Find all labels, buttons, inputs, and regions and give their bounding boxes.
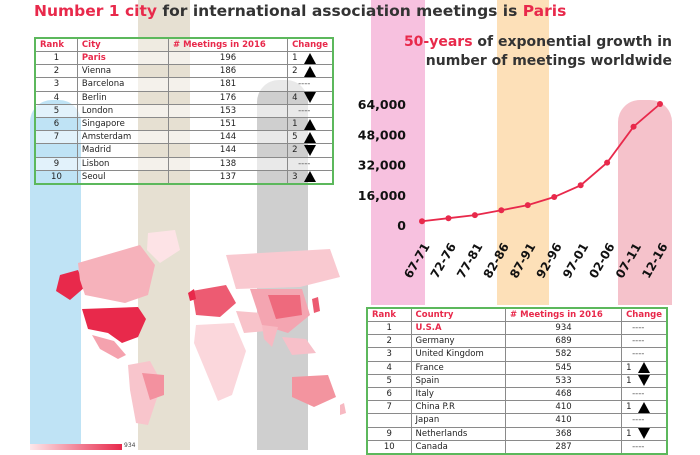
country-rank: 2 <box>367 335 411 348</box>
country-meetings: 468 <box>506 387 622 400</box>
city-rank: 6 <box>35 117 77 130</box>
map-countries <box>56 230 346 425</box>
no-change-dash: ---- <box>632 415 645 426</box>
x-tick-label: 72-76 <box>427 240 460 281</box>
country-header-rank: Rank <box>367 308 411 322</box>
city-name: Barcelona <box>77 78 168 91</box>
country-name: U.S.A <box>411 322 506 335</box>
country-meetings: 287 <box>506 440 622 454</box>
data-point <box>551 194 557 200</box>
no-change-dash: ---- <box>298 158 311 169</box>
city-meetings: 144 <box>168 131 287 144</box>
x-tick-label: 67-71 <box>401 240 433 281</box>
world-map <box>30 225 350 440</box>
city-meetings: 181 <box>168 78 287 91</box>
country-rank: 4 <box>367 361 411 374</box>
x-tick-label: 97-01 <box>559 240 592 281</box>
no-change-dash: ---- <box>298 105 311 116</box>
city-meetings: 186 <box>168 65 287 78</box>
map-legend-max-label: 934 <box>124 442 136 449</box>
country-name: United Kingdom <box>411 348 506 361</box>
country-meetings: 533 <box>506 374 622 387</box>
country-meetings: 689 <box>506 335 622 348</box>
change-amount: 3 <box>292 171 298 182</box>
change-amount: 1 <box>626 428 632 439</box>
city-name: London <box>77 104 168 117</box>
map-australia <box>292 375 336 407</box>
city-name: Paris <box>77 52 168 65</box>
country-meetings: 582 <box>506 348 622 361</box>
data-point <box>472 212 478 218</box>
data-point <box>631 124 637 130</box>
map-legend-gradient <box>30 444 122 450</box>
change-amount: 4 <box>292 92 298 103</box>
country-header-meetings: # Meetings in 2016 <box>506 308 622 322</box>
city-rank: 4 <box>35 91 77 104</box>
change-amount: 1 <box>626 375 632 386</box>
change-amount: 2 <box>292 66 298 77</box>
headline-highlight: Number 1 city <box>34 2 158 20</box>
y-tick-label: 0 <box>397 218 406 233</box>
country-meetings: 368 <box>506 427 622 440</box>
y-tick-label: 48,000 <box>357 127 406 143</box>
data-point <box>419 218 425 224</box>
city-rank: 3 <box>35 78 77 91</box>
y-tick-label: 16,000 <box>357 187 406 203</box>
country-name: Spain <box>411 374 506 387</box>
x-tick-label: 02-06 <box>586 240 618 281</box>
chart-title-rest: of exponential growth in <box>472 34 672 50</box>
x-tick-label: 82-86 <box>480 240 512 281</box>
no-change-dash: ---- <box>632 441 645 452</box>
y-tick-label: 32,000 <box>357 157 406 173</box>
city-rank: 1 <box>35 52 77 65</box>
country-name: Netherlands <box>411 427 506 440</box>
headline-middle: for international association meetings is <box>157 2 523 20</box>
data-point <box>657 101 663 107</box>
country-name: Germany <box>411 335 506 348</box>
country-name: Japan <box>411 414 506 427</box>
city-header-city: City <box>77 38 168 52</box>
headline-city: Paris <box>522 2 567 20</box>
city-meetings: 176 <box>168 91 287 104</box>
data-point <box>525 202 531 208</box>
country-name: China P.R <box>411 401 506 414</box>
city-meetings: 151 <box>168 117 287 130</box>
chart-title-line2: number of meetings worldwide <box>425 53 672 69</box>
city-name: Singapore <box>77 117 168 130</box>
data-point <box>445 215 451 221</box>
country-rank: 7 <box>367 401 411 414</box>
city-meetings: 144 <box>168 144 287 157</box>
x-tick-label: 77-81 <box>454 240 486 281</box>
map-new-zealand <box>340 403 346 415</box>
city-name: Berlin <box>77 91 168 104</box>
change-amount: 2 <box>292 145 298 156</box>
map-india <box>262 325 278 347</box>
city-meetings: 138 <box>168 157 287 170</box>
city-rank: 5 <box>35 104 77 117</box>
map-greenland <box>147 230 180 263</box>
series-line <box>422 104 660 221</box>
city-header-meetings: # Meetings in 2016 <box>168 38 287 52</box>
country-rank: 3 <box>367 348 411 361</box>
y-tick-label: 64,000 <box>357 97 406 112</box>
no-change-dash: ---- <box>632 336 645 347</box>
city-meetings: 153 <box>168 104 287 117</box>
country-name: Canada <box>411 440 506 454</box>
data-point <box>604 160 610 166</box>
no-change-dash: ---- <box>298 79 311 90</box>
country-meetings: 410 <box>506 414 622 427</box>
x-tick-label: 07-11 <box>612 240 645 281</box>
country-meetings: 545 <box>506 361 622 374</box>
change-amount: 1 <box>626 362 632 373</box>
map-russia <box>226 249 340 289</box>
no-change-dash: ---- <box>632 323 645 334</box>
city-meetings: 137 <box>168 170 287 184</box>
map-europe <box>192 285 236 317</box>
change-amount: 1 <box>292 119 298 130</box>
map-southeast-asia <box>282 337 316 355</box>
country-rank: 9 <box>367 427 411 440</box>
city-name: Lisbon <box>77 157 168 170</box>
no-change-dash: ---- <box>632 349 645 360</box>
city-name: Seoul <box>77 170 168 184</box>
city-rank: 9 <box>35 157 77 170</box>
map-africa <box>194 323 246 401</box>
x-tick-label: 12-16 <box>639 240 671 281</box>
country-header-change: Change <box>622 308 667 322</box>
country-name: France <box>411 361 506 374</box>
data-point <box>498 207 504 213</box>
city-header-change: Change <box>288 38 333 52</box>
city-name: Madrid <box>77 144 168 157</box>
x-tick-label: 87-91 <box>507 240 539 281</box>
city-rank: 10 <box>35 170 77 184</box>
country-name: Italy <box>411 387 506 400</box>
x-tick-label: 92-96 <box>533 240 565 281</box>
change-amount: 1 <box>626 402 632 413</box>
country-rank: 10 <box>367 440 411 454</box>
map-japan <box>312 297 320 313</box>
no-change-dash: ---- <box>632 389 645 400</box>
map-usa <box>82 307 146 343</box>
country-meetings: 410 <box>506 401 622 414</box>
country-rank: 1 <box>367 322 411 335</box>
change-amount: 5 <box>292 132 298 143</box>
map-canada <box>78 245 155 303</box>
country-rank: 6 <box>367 387 411 400</box>
country-rank: 5 <box>367 374 411 387</box>
chart-title-highlight: 50-years <box>403 34 473 50</box>
city-meetings: 196 <box>168 52 287 65</box>
city-header-rank: Rank <box>35 38 77 52</box>
change-amount: 1 <box>292 53 298 64</box>
city-rank: 2 <box>35 65 77 78</box>
city-name: Vienna <box>77 65 168 78</box>
city-name: Amsterdam <box>77 131 168 144</box>
data-point <box>578 182 584 188</box>
city-rank: 7 <box>35 131 77 144</box>
country-header-country: Country <box>411 308 506 322</box>
country-meetings: 934 <box>506 322 622 335</box>
